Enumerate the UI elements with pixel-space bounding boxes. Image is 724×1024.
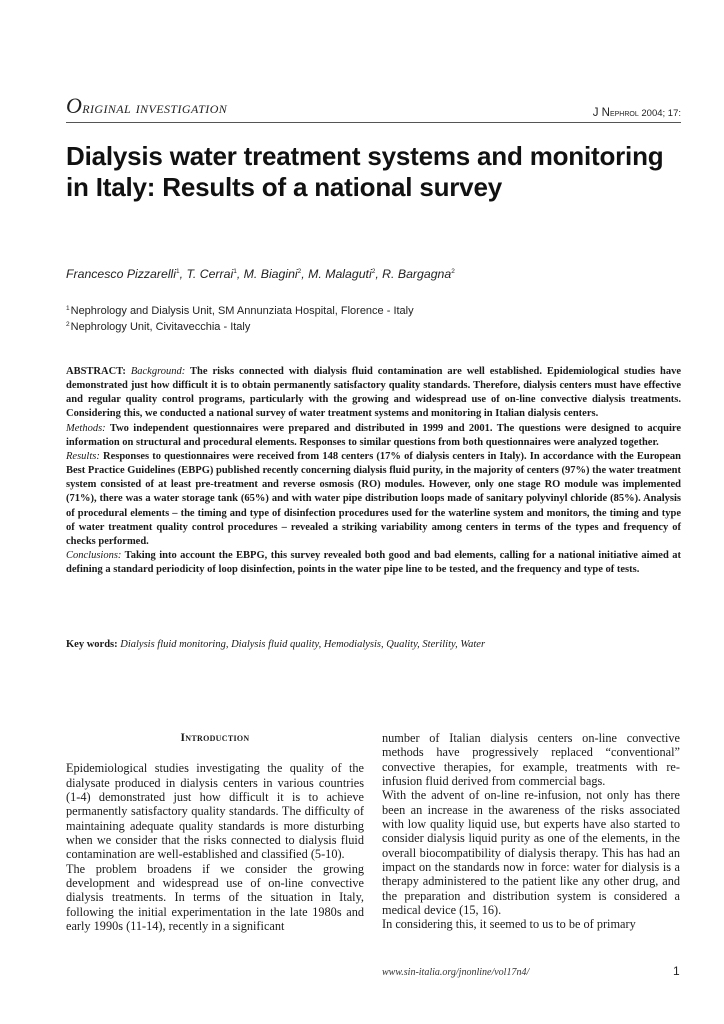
article-title: Dialysis water treatment systems and monitoring in Italy: Results of a national survey: [66, 141, 664, 202]
author: Francesco Pizzarelli$^1$: [66, 267, 180, 281]
section-label-initial: O: [66, 93, 83, 118]
body-paragraph: number of Italian dialysis centers on-line convective methods have progressively replaced “conventional” convective therapies, for example, treatments with re-infusion fluid derived from commercial bags.: [382, 731, 680, 789]
affiliation: $^2$Nephrology Unit, Civitavecchia - Italy: [66, 321, 251, 333]
body-paragraph: The problem broadens if we consider the growing development and widespread use of on-line convective dialysis treatments. In terms of the situation in Italy, following the initial experimentation in the late 1980s and early 1990s (11-14), recently in a significant: [66, 861, 364, 934]
page-number: 1: [673, 964, 680, 978]
methods-label: Methods:: [66, 422, 106, 434]
keywords-label: Key words:: [66, 639, 118, 650]
author: M. Malaguti$^2$: [308, 267, 376, 281]
affiliation-marker: 1: [233, 268, 237, 275]
methods-text: Two independent questionnaires were prepared and distributed in 1999 and 2001. The questions were designed to acquire information on structural and procedural elements. Responses to similar questions from both questionnaires were analyzed together.: [66, 422, 682, 448]
author: R. Bargagna$^2$: [382, 267, 455, 281]
affiliation: $^1$Nephrology and Dialysis Unit, SM Annunziata Hospital, Florence - Italy: [66, 305, 414, 317]
abstract: [66, 365, 681, 577]
footer-url-link[interactable]: www.sin-italia.org/jnonline/vol17n4/: [382, 967, 530, 978]
background-label: Background:: [130, 366, 186, 377]
body-column-left: [66, 731, 364, 933]
body-paragraph: In considering this, it seemed to us to be of primary: [382, 917, 636, 932]
abstract-background: [66, 365, 681, 422]
section-heading-introduction: Introduction: [180, 732, 250, 744]
body-paragraph: Epidemiological studies investigating the quality of the dialysate produced in dialysis centers in various countries (1-4) demonstrated just how difficult it is to achieve permanently satisfactory quality standards. The difficulty of maintaining adequate quality standards is more disturbing when we consider that the risks connected to dialysis fluid contamination are well-established and classified (5-10).: [66, 761, 364, 862]
results-text: Responses to questionnaires were received from 148 centers (17% of dialysis centers in Italy). In accordance with the European Best Practice Guidelines (EBPG) published recently concerning dialysis fluid purity, in the majority of centers (97%) the water treatment system consisted of at least pre-treatment and reverse osmosis (RO) modules. However, only one stage RO module was implemented (71%), there was a water storage tank (65%) and with water pipe distribution loops made of sanitary polyvinyl chloride (85%). Analysis of procedural elements – the timing and type of disinfection procedures used for the waterline system and monitors, the timing and type of water treatment quality control procedures – revealed a striking variability among centers in terms of the types and frequency of checks performed.: [66, 450, 682, 547]
journal-citation: [593, 107, 681, 119]
journal-citation-rest: ephrol 2004; 17:: [609, 108, 681, 119]
body-column-right: [382, 731, 680, 932]
affiliation-marker: 2: [297, 268, 302, 275]
running-header: [66, 93, 681, 123]
keywords-list: Dialysis fluid monitoring, Dialysis fluid quality, Hemodialysis, Quality, Sterility, Water: [120, 639, 486, 650]
abstract-methods: [66, 422, 681, 450]
abstract-conclusions: [66, 549, 681, 577]
section-label-rest: riginal investigation: [82, 98, 228, 117]
keywords: [66, 639, 681, 650]
section-label: [66, 93, 227, 119]
conclusions-text: Taking into account the EBPG, this survey revealed both good and bad elements, calling for a national initiative aimed at defining a standard periodicity of loop disinfection, points in the water pipe line to be tested, and the frequency and type of tests.: [66, 550, 681, 576]
author-list: Francesco Pizzarelli$^1$, T. Cerrai$^1$, M. Biagini$^2$, M. Malaguti$^2$, R. Bargagna$^2$: [66, 267, 455, 281]
abstract-label: ABSTRACT:: [66, 366, 126, 377]
journal-citation-initial: J N: [592, 107, 610, 119]
abstract-results: [66, 450, 681, 549]
affiliation-marker: 2: [371, 268, 376, 275]
affiliations: [66, 302, 676, 334]
background-text: The risks connected with dialysis fluid contamination are well established. Epidemiological studies have demonstrated just how difficult it is to obtain permanently satisfactory quality standards. Therefore, dialysis centers must have effective and regular quality control programs, particularly with the growing and widespread use of on-line convective dialysis treatments. Considering this, we conducted a national survey of water treatment systems and monitoring in Italian dialysis centers.: [66, 366, 682, 420]
affiliation-marker: 1: [176, 268, 180, 275]
results-label: Results:: [66, 450, 100, 462]
body-paragraph: With the advent of on-line re-infusion, not only has there been an increase in the awareness of the risks associated with low quality liquid use, but experts have also started to consider dialysis liquid purity as one of the elements, in the overall biocompatibility of dialysis therapy. This has had an impact on the standards now in force: water for dialysis is a therapy administered to the patient like any other drug, and the preparation and distribution system is considered a medical device (15, 16).: [382, 788, 680, 918]
affiliation-marker: 2: [451, 268, 455, 275]
author: M. Biagini$^2$: [243, 267, 302, 281]
conclusions-label: Conclusions:: [66, 550, 122, 562]
author: T. Cerrai$^1$: [186, 267, 237, 281]
